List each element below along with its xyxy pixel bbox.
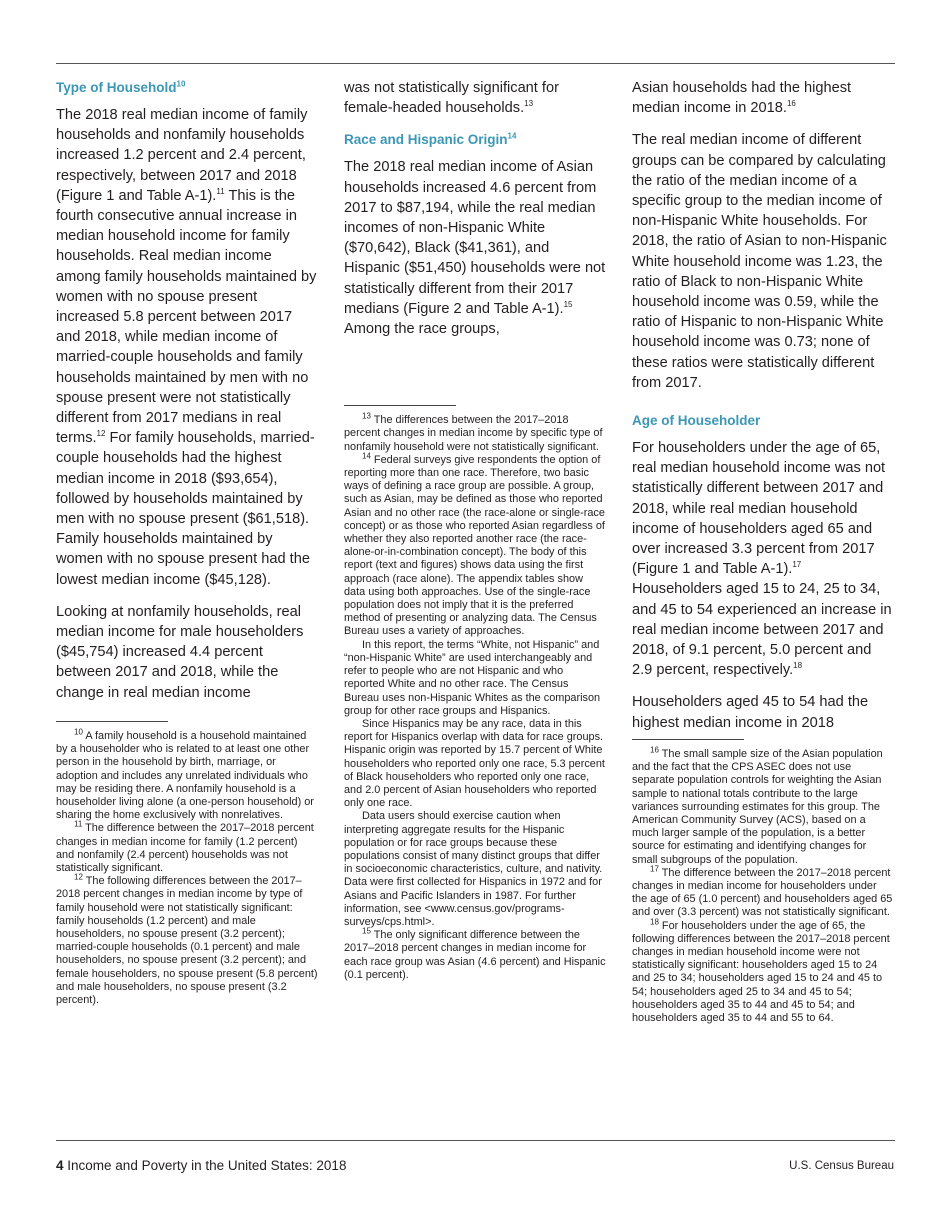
section-heading-age-householder: Age of Householder	[632, 413, 761, 429]
footnote-16: $^{16}$ The small sample size of the Asian population and the fact that the CPS ASEC does not use separate population controls for weighting the Asian sample to national totals contribute to the large variances surrounding estimates for this group. The American Community Survey (ACS), based on a much larger sample of the population, is a better source for estimating and identifying changes for small subgroups of the population.	[632, 745, 883, 866]
footnote-11: $^{11}$ The difference between the 2017–2018 percent changes in median income for family (1.2 percent) and nonfamily (2.4 percent) households was not statistically significant.	[56, 819, 314, 874]
footnote-14-data-caution: Data users should exercise caution when interpreting aggregate results for the Hispanic population or for race groups because these populations consist of many distinct groups that differ in socioeconomic characteristics, culture, and nativity. Data were first collected for Hispanics in 1972 and for Asians and Pacific Islanders in 1987. For further information, see <www.census.gov/programs-surveys/cps.html>.	[344, 810, 603, 928]
paragraph-female-headed: was not statistically significant for female-headed households.$^{13}$	[344, 80, 559, 117]
footnote-10: $^{10}$ A family household is a household maintained by a householder who is related to at least one other person in the household by birth, marriage, or adoption and includes any unrelated individuals who may be residing there. A nonfamily household is a householder living alone (a one-person household) or sharing the home exclusively with nonrelatives.	[56, 727, 314, 822]
paragraph-race-income: The 2018 real median income of Asian households increased 4.6 percent from 2017 to $87,194, while the real median incomes of non-Hispanic White ($70,642), Black ($41,361), and Hispanic ($51,450) households were not statistically different from their 2017 medians (Figure 2 and Table A-1).$^{15}$ Among the race groups,	[344, 159, 606, 338]
section-heading-race-hispanic: Race and Hispanic Origin$^{14}$	[344, 131, 517, 148]
paragraph-nonfamily-income: Looking at nonfamily households, real median income for male householders ($45,754) increased 4.4 percent between 2017 and 2018, while the change in real median income	[56, 603, 304, 701]
footnote-14-white-definition: In this report, the terms “White, not Hispanic” and “non-Hispanic White” are used interchangeably and refer to people who are not Hispanic and who reported White and no other race. The Census Bureau uses non-Hispanic Whites as the comparison group for other race groups and Hispanics.	[344, 638, 601, 717]
footnote-14: $^{14}$ Federal surveys give respondents the option of reporting more than one race. Therefore, two basic ways of defining a race group are possible. A group, such as Asian, may be defined as those who reported Asian and no other race (the race-alone or single-race concept) or as those who reported Asian regardless of whether they also reported another race (the race-alone-or-in-combination concept). The body of this report (text and figures) shows data using the first approach (race alone). The appendix tables show data using both approaches. Use of the single-race population does not imply that it is the preferred method of presenting or analyzing data. The Census Bureau uses a variety of approaches.	[344, 451, 605, 638]
paragraph-family-income: The 2018 real median income of family households and nonfamily households increased 1.2 percent and 2.4 percent, respectively, between 2017 and 2018 (Figure 1 and Table A-1).$^{11}$ This is the fourth consecutive annual increase in median household income for family households. Real median income among family households maintained by women with no spouse present increased 5.8 percent between 2017 and 2018, while median income of married-couple households and family households maintained by men with no spouse present were not statistically different from 2017 medians in real terms.$^{12}$ For family households, married-couple households had the highest median income in 2018 ($93,654), followed by households maintained by men with no spouse present ($61,518). Family households maintained by women with no spouse present had the lowest median income ($45,128).	[56, 107, 317, 588]
paragraph-asian-highest: Asian households had the highest median income in 2018.16	[632, 80, 852, 117]
publisher-name: U.S. Census Bureau	[789, 1160, 894, 1172]
bottom-rule	[56, 1140, 895, 1141]
footnote-divider	[344, 405, 456, 406]
paragraph-age-45-54: Householders aged 45 to 54 had the highest median income in 2018	[632, 694, 869, 731]
column-1	[56, 78, 318, 1007]
column-2	[344, 78, 606, 982]
column-3	[632, 78, 894, 1025]
footnote-divider	[632, 739, 744, 740]
top-rule	[56, 63, 895, 64]
footnote-divider	[56, 721, 168, 722]
page-footer-title	[56, 1158, 346, 1173]
footnote-12: $^{12}$ The following differences between the 2017–2018 percent changes in median income by type of family household were not statistically significant: family households (1.2 percent) and male householders, no spouse present (3.2 percent); married-couple households (0.1 percent) and male householders, no spouse present (3.2 percent); and female householders, no spouse present (5.8 percent) and male householders, no spouse present (3.2 percent).	[56, 872, 318, 1006]
page-number: 4	[56, 1158, 64, 1173]
paragraph-age-income: For householders under the age of 65, real median household income was not statistically different between 2017 and 2018, while real median household income of householders aged 65 and over increased 3.3 percent from 2017 (Figure 1 and Table A-1).$^{17}$ Householders aged 15 to 24, 25 to 34, and 45 to 54 experienced an increase in real median income between 2017 and 2018, of 9.1 percent, 5.0 percent and 2.9 percent, respectively.$^{18}$	[632, 440, 892, 679]
footnote-14-hispanic-overlap: Since Hispanics may be any race, data in this report for Hispanics overlap with data for race groups. Hispanic origin was reported by 15.7 percent of White householders who reported only one race, 5.3 percent of Black householders who reported only one race, and 2.0 percent of Asian householders who reported only one race.	[344, 717, 605, 810]
footnote-18: $^{18}$ For householders under the age of 65, the following differences between the 2017–2018 percent changes in median household income were not statistically significant: householders aged 15 to 24 and 25 to 34; householders aged 15 to 24 and 45 to 54; householders aged 25 to 34 and 45 to 54; householders aged 35 to 44 and 45 to 54; and householders aged 35 to 44 and 55 to 64.	[632, 916, 890, 1024]
section-heading-household-type: Type of Household$^{10}$	[56, 79, 186, 95]
report-title: Income and Poverty in the United States: 2018	[67, 1158, 347, 1173]
footnote-15: $^{15}$ The only significant difference between the 2017–2018 percent changes in median income for each race group was Asian (4.6 percent) and Hispanic (0.1 percent).	[344, 926, 606, 981]
footnote-13: $^{13}$ The differences between the 2017–2018 percent changes in median income by specific type of nonfamily household were not statistically significant.	[344, 411, 603, 453]
paragraph-income-ratios: The real median income of different groups can be compared by calculating the ratio of the median income of a specific group to the median income of non-Hispanic White households. For 2018, the ratio of Asian to non-Hispanic White household income was 1.23, the ratio of Black to non-Hispanic White household income was 0.59, while the ratio of Hispanic to non-Hispanic White household income was 0.73; none of these ratios were statistically different from 2017.	[632, 132, 887, 391]
footnote-17: $^{17}$ The difference between the 2017–2018 percent changes in median income for householders under the age of 65 (1.0 percent) and householders aged 65 and over (3.3 percent) was not statistically significant.	[632, 864, 893, 919]
